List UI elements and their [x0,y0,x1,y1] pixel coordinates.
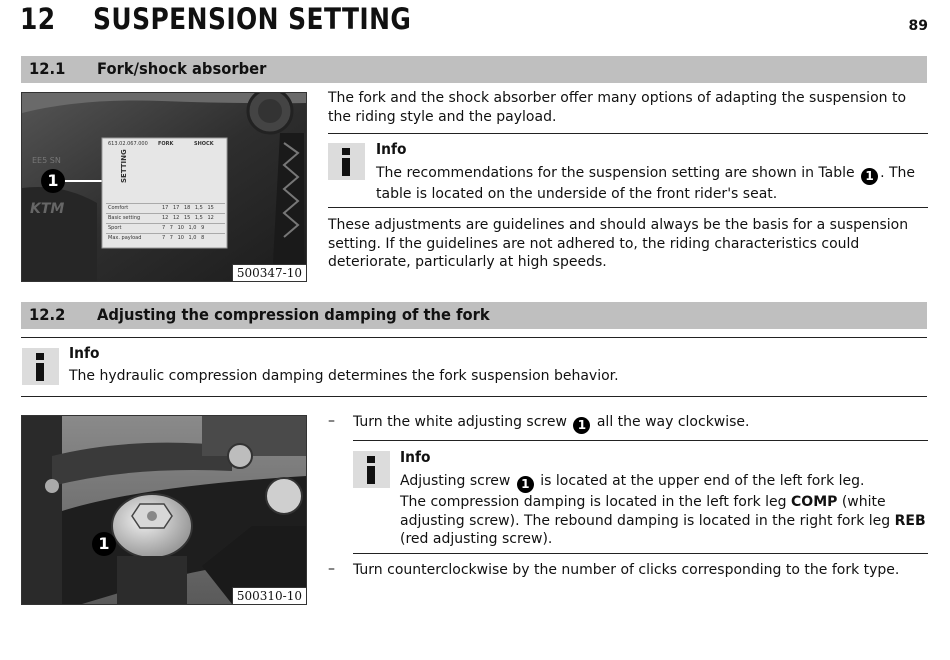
callout-inline: 1 [573,417,590,434]
divider [353,553,928,554]
table-row-values: 7 7 10 1,0 8 [162,235,205,241]
chapter-title: SUSPENSION SETTING [93,2,412,36]
section-heading-12-1 [21,56,927,83]
callout-inline: 1 [517,476,534,493]
section-heading-12-2 [21,302,927,329]
info-text: The hydraulic compression damping determines the fork suspension behavior. [69,368,619,384]
callout-inline: 1 [861,168,878,185]
step-info-text: Adjusting screw 1 is located at the upper end of the left fork leg. The compression damping is located in the left fork leg COMP (white adjusting screw). The rebound damping is located in the right fork leg REB (red adjusting screw). [400,473,926,547]
step-dash: – [328,413,335,429]
guidelines-paragraph: These adjustments are guidelines and should always be the basis for a suspension setting. If the guidelines are not adhered to, the riding characteristics could deteriorate, particularly at high speeds. [328,217,909,270]
table-row-values: 7 7 10 1,0 9 [162,225,205,231]
callout-marker: 1 [92,532,116,556]
info-text: The recommendations for the suspension setting are shown in Table 1 . The table is located on the underside of the front rider's seat. [376,165,916,202]
info-title: Info [376,140,407,158]
table-row-values: 12 12 15 1,5 12 [162,215,214,221]
info-title: Info [69,344,100,362]
figure-seat-underside [21,92,307,282]
svg-text:EE5 SN: EE5 SN [32,156,61,165]
section-number: 12.2 [29,305,66,324]
divider [353,440,928,441]
info-icon [22,348,59,385]
section-number: 12.1 [29,59,66,78]
svg-text:KTM: KTM [30,201,65,217]
table-row-label: Sport [108,225,122,231]
table-row-label: Comfort [108,205,129,211]
step-2-text: Turn counterclockwise by the number of clicks corresponding to the fork type. [353,562,900,578]
divider [21,396,927,397]
intro-paragraph: The fork and the shock absorber offer many options of adapting the suspension to the riding style and the payload. [328,90,907,125]
table-row-label: Max. payload [108,235,142,241]
page-number: 89 [908,18,928,34]
table-col-shock: SHOCK [194,141,214,147]
info-icon [353,451,390,488]
figure-code: 500347-10 [232,264,306,281]
section-title: Adjusting the compression damping of the fork [97,305,490,324]
figure-code: 500310-10 [232,587,306,604]
divider [328,133,928,134]
figure-fork-top [21,415,307,605]
table-row-label: Basic setting [108,215,141,221]
section-title: Fork/shock absorber [97,59,267,78]
setting-label-table [106,139,225,245]
info-title: Info [400,448,431,466]
divider [21,337,927,338]
table-col-fork: FORK [158,141,174,147]
chapter-number: 12 [20,2,56,36]
step-dash: – [328,561,335,577]
table-row-values: 17 17 18 1,5 15 [162,205,214,211]
table-heading: SETTING [120,149,128,183]
step-1-text: Turn the white adjusting screw 1 all the way clockwise. [353,414,750,432]
divider [328,207,928,208]
callout-marker: 1 [41,169,65,193]
info-icon [328,143,365,180]
table-part-number: 613.02.067.000 [108,141,148,147]
fork-top-photo [22,416,306,604]
